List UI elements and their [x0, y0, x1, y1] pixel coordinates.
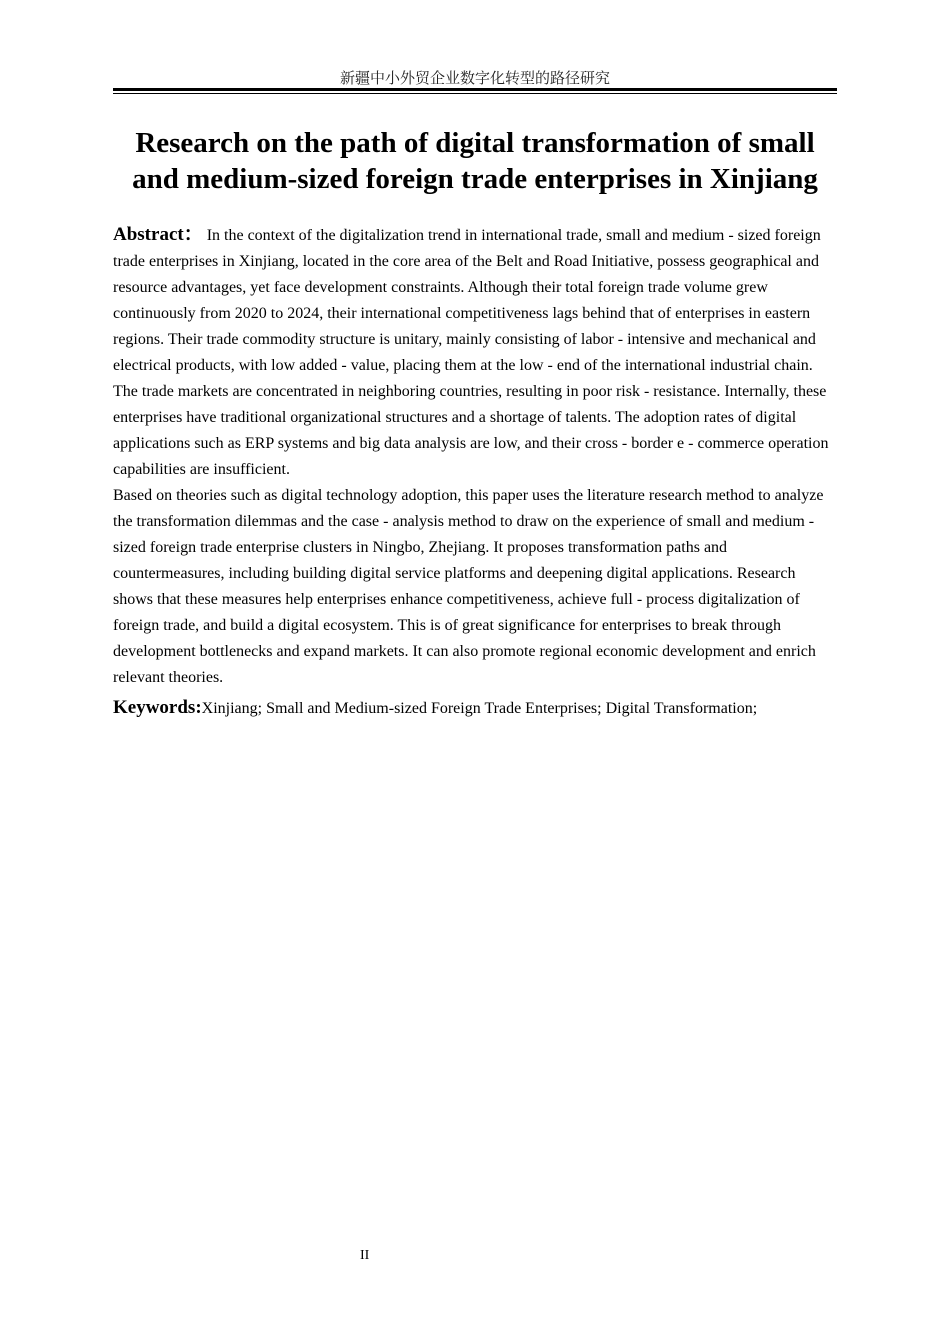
- abstract-text-1: In the context of the digitalization trend in international trade, small and medium - sized foreign trade enterprises in Xinjiang, located in the core area of the Belt and Road Initiative, possess geographical and resource advantages, yet face development constraints. Although their total foreign trade volume grew continuously from 2020 to 2024, their international competitiveness lags behind that of enterprises in eastern regions. Their trade commodity structure is unitary, mainly consisting of labor - intensive and mechanical and electrical products, with low added - value, placing them at the low - end of the international industrial chain. The trade markets are concentrated in neighboring countries, resulting in poor risk - resistance. Internally, these enterprises have traditional organizational structures and a shortage of talents. The adoption rates of digital applications such as ERP systems and big data analysis are low, and their cross - border e - commerce operation capabilities are insufficient.: [113, 227, 829, 478]
- paper-title-line-1: Research on the path of digital transformation of small: [135, 127, 815, 159]
- header-rule-thick: [113, 88, 837, 91]
- keywords-section: [113, 694, 837, 723]
- paper-title-line-2: and medium-sized foreign trade enterprises in Xinjiang: [132, 163, 818, 195]
- keywords-text: Xinjiang; Small and Medium-sized Foreign Trade Enterprises; Digital Transformation;: [201, 700, 758, 717]
- running-header: 新疆中小外贸企业数字化转型的路径研究: [339, 69, 610, 87]
- abstract-label: Abstract：: [113, 224, 203, 245]
- page-number: II: [360, 1248, 370, 1263]
- header-rule-thin: [113, 93, 837, 94]
- document-page: [113, 0, 837, 1344]
- abstract-paragraph-1: [113, 222, 837, 483]
- keywords-label: Keywords:: [113, 697, 202, 718]
- paper-title: [113, 125, 837, 197]
- abstract-paragraph-2: Based on theories such as digital technology adoption, this paper uses the literature research method to analyze the transformation dilemmas and the case - analysis method to draw on the experience of small and medium - sized foreign trade enterprise clusters in Ningbo, Zhejiang. It proposes transformation paths and countermeasures, including building digital service platforms and deepening digital applications. Research shows that these measures help enterprises enhance competitiveness, achieve full - process digitalization of foreign trade, and build a digital ecosystem. This is of great significance for enterprises to break through development bottlenecks and expand markets. It can also promote regional economic development and enrich relevant theories.: [113, 487, 824, 686]
- abstract-section: [113, 222, 837, 691]
